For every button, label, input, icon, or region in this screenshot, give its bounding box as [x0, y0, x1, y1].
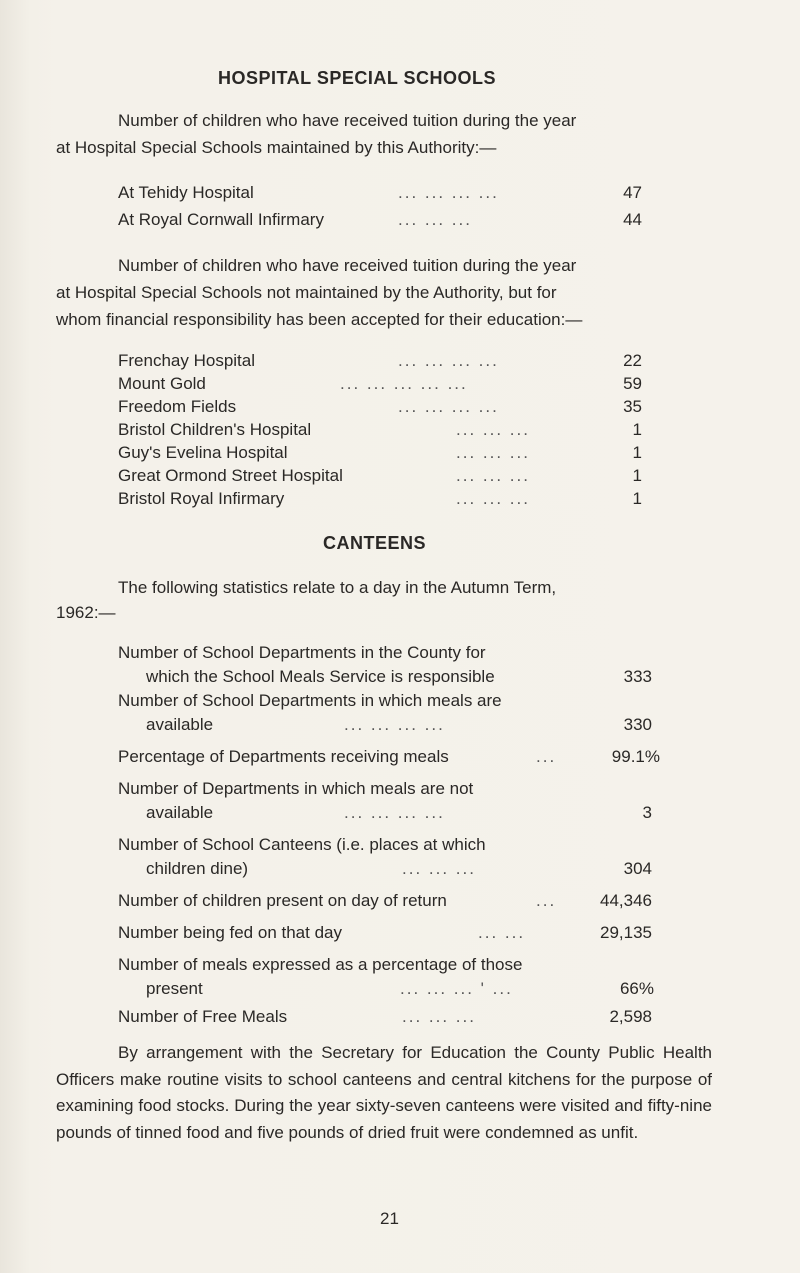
- intro-paragraph-line: at Hospital Special Schools not maintained by the Authority, but for: [56, 283, 557, 302]
- leader-dots: ... ... ...: [402, 859, 476, 878]
- stat-value: 44,346: [600, 891, 652, 910]
- intro-paragraph-line: Number of children who have received tuition during the year: [118, 256, 577, 275]
- list-item-value: 47: [623, 183, 642, 202]
- list-item-name: Guy's Evelina Hospital: [118, 443, 288, 462]
- stat-label: Number of School Departments in the County for: [118, 643, 486, 662]
- leader-dots: ... ... ... ...: [344, 715, 445, 734]
- list-item-value: 35: [623, 397, 642, 416]
- stat-value: 330: [623, 715, 652, 734]
- page-number: 21: [380, 1209, 399, 1228]
- intro-paragraph-line: 1962:—: [56, 603, 116, 622]
- stat-label: Percentage of Departments receiving meals: [118, 747, 449, 766]
- intro-paragraph-line: Number of children who have received tuition during the year: [118, 111, 577, 130]
- leader-dots: ... ... ... ' ...: [400, 979, 513, 998]
- leader-dots: ... ... ... ...: [398, 397, 499, 416]
- leader-dots: ... ... ... ... ...: [340, 374, 468, 393]
- list-item-value: 44: [623, 210, 642, 229]
- stat-value: 66%: [619, 979, 654, 998]
- stat-value: 304: [623, 859, 652, 878]
- stat-label: Number of School Departments in which meals are: [118, 691, 502, 710]
- stat-label-continued: available: [146, 715, 214, 734]
- intro-paragraph-line: whom financial responsibility has been accepted for their education:—: [56, 310, 583, 329]
- list-item-name: Bristol Royal Infirmary: [118, 489, 285, 508]
- list-item-value: 1: [632, 489, 642, 508]
- stat-label: Number of meals expressed as a percentage of those: [118, 955, 523, 974]
- list-item-name: Bristol Children's Hospital: [118, 420, 312, 439]
- stat-label-continued: which the School Meals Service is responsible: [146, 667, 495, 686]
- stat-value: 29,135: [600, 923, 652, 942]
- intro-paragraph-line: at Hospital Special Schools maintained by this Authority:—: [56, 138, 497, 157]
- stat-value: 2,598: [609, 1007, 652, 1026]
- stat-value: 333: [623, 667, 652, 686]
- list-item-name: Mount Gold: [118, 374, 206, 393]
- intro-paragraph-line: The following statistics relate to a day in the Autumn Term,: [118, 578, 557, 597]
- stat-label-continued: children dine): [146, 859, 249, 878]
- leader-dots: ... ... ...: [402, 1007, 476, 1026]
- list-item-value: 59: [623, 374, 642, 393]
- stat-label: Number being fed on that day: [118, 923, 342, 942]
- leader-dots: ... ... ...: [456, 489, 530, 508]
- stat-label-continued: available: [146, 803, 214, 822]
- leader-dots: ... ... ... ...: [398, 351, 499, 370]
- leader-dots: ... ... ... ...: [344, 803, 445, 822]
- stat-value: 99.1%: [611, 747, 660, 766]
- leader-dots: ... ... ... ...: [398, 183, 499, 202]
- list-item-name: Freedom Fields: [118, 397, 237, 416]
- list-item-name: Frenchay Hospital: [118, 351, 256, 370]
- leader-dots: ... ... ...: [456, 466, 530, 485]
- list-item-value: 22: [623, 351, 642, 370]
- stat-label: Number of Free Meals: [118, 1007, 288, 1026]
- stat-label: Number of children present on day of return: [118, 891, 447, 910]
- stat-label: Number of School Canteens (i.e. places at which: [118, 835, 486, 854]
- list-item-value: 1: [632, 443, 642, 462]
- section-heading-canteens: CANTEENS: [323, 533, 427, 553]
- section-heading-hospital-special-schools: HOSPITAL SPECIAL SCHOOLS: [218, 68, 497, 88]
- stat-label-continued: present: [146, 979, 203, 998]
- list-item-name: At Tehidy Hospital: [118, 183, 254, 202]
- list-item-name: At Royal Cornwall Infirmary: [118, 210, 324, 229]
- closing-paragraph: By arrangement with the Secretary for Education the County Public Health Officers make routine visits to school canteens and central kitchens for the purpose of examining food stocks. During the year sixty-seven canteens were visited and fifty-nine pounds of tinned food and five pounds of dried fruit were condemned as unfit.: [56, 1043, 712, 1142]
- leader-dots: ... ...: [478, 923, 526, 942]
- leader-dots: ... ... ...: [456, 420, 530, 439]
- leader-dots: ... ... ...: [398, 210, 472, 229]
- leader-dots: ...: [536, 747, 557, 766]
- list-item-value: 1: [632, 466, 642, 485]
- leader-dots: ... ... ...: [456, 443, 530, 462]
- stat-label: Number of Departments in which meals are not: [118, 779, 474, 798]
- list-item-value: 1: [632, 420, 642, 439]
- leader-dots: ...: [536, 891, 557, 910]
- list-item-name: Great Ormond Street Hospital: [118, 466, 343, 485]
- stat-value: 3: [642, 803, 652, 822]
